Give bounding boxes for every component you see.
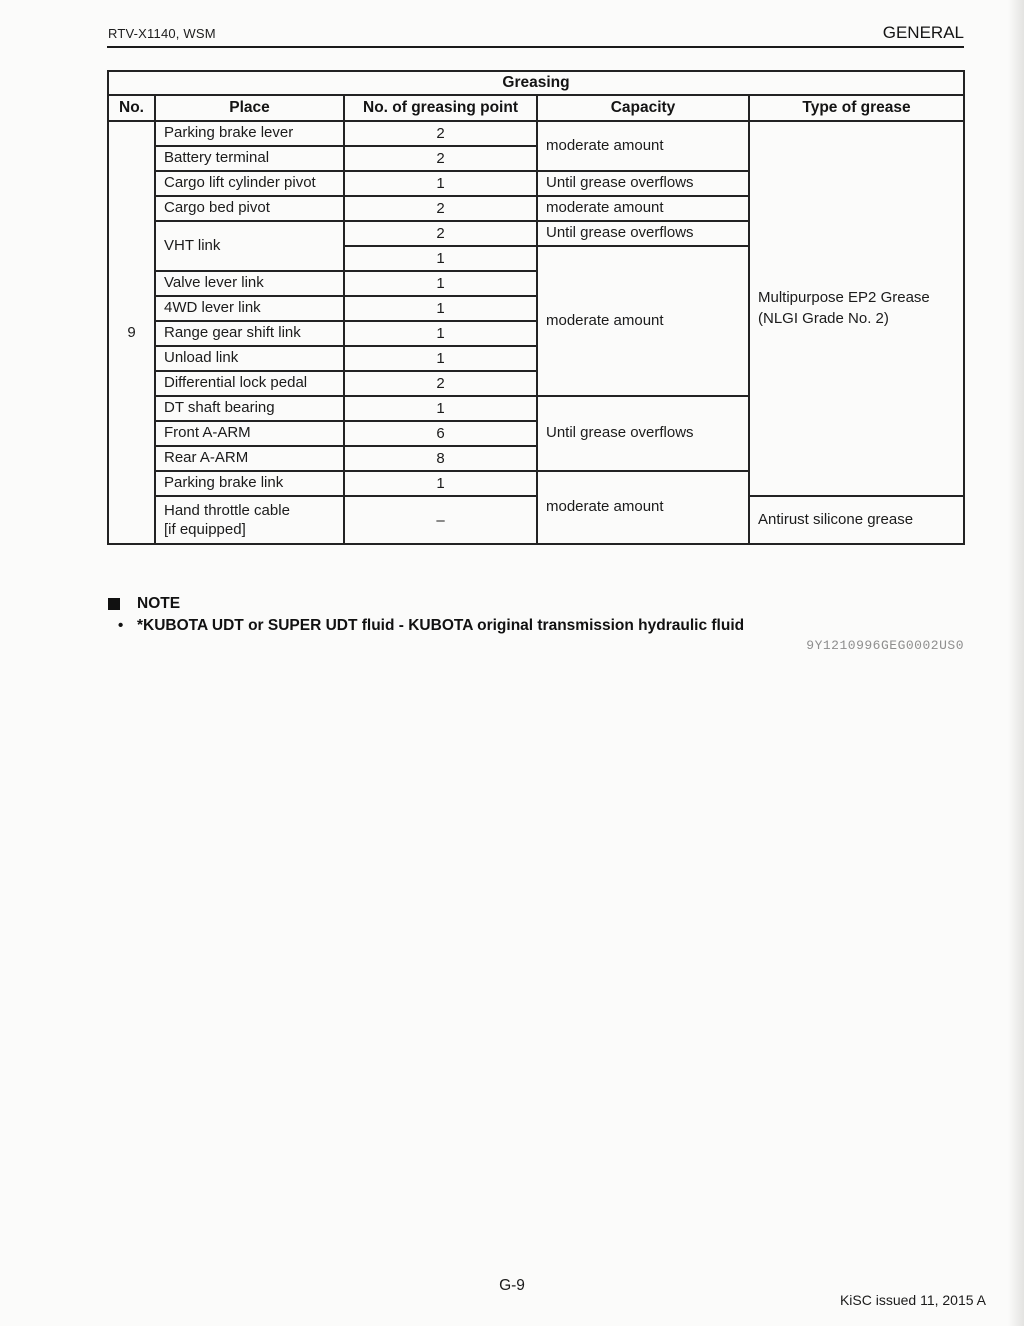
note-heading — [108, 595, 964, 613]
cell-points: 6 — [344, 421, 537, 446]
doc-model-label: RTV-X1140, WSM — [108, 26, 216, 41]
bullet-icon — [108, 617, 137, 635]
cell-place — [155, 496, 344, 544]
cell-place: Battery terminal — [155, 146, 344, 171]
cell-points: 2 — [344, 146, 537, 171]
cell-place: Cargo lift cylinder pivot — [155, 171, 344, 196]
page-number: G-9 — [499, 1277, 525, 1294]
place-line: [if equipped] — [164, 521, 246, 538]
col-header-grease-type: Type of grease — [749, 95, 964, 121]
cell-capacity: Until grease overflows — [537, 171, 749, 196]
issue-label: KiSC issued 11, 2015 A — [839, 1292, 986, 1308]
cell-place: Front A-ARM — [155, 421, 344, 446]
cell-points: 8 — [344, 446, 537, 471]
cell-points: 2 — [344, 221, 537, 246]
col-header-points: No. of greasing point — [344, 95, 537, 121]
header-rule — [107, 46, 964, 48]
cell-points: 1 — [344, 471, 537, 496]
note-item — [108, 617, 964, 635]
table-header-row — [108, 95, 964, 121]
section-title: GENERAL — [882, 23, 964, 42]
note-square-icon — [108, 598, 120, 610]
cell-capacity: moderate amount — [537, 196, 749, 221]
note-section — [108, 595, 964, 653]
cell-points: 1 — [344, 346, 537, 371]
cell-capacity: moderate amount — [537, 246, 749, 396]
cell-place: Unload link — [155, 346, 344, 371]
cell-place: 4WD lever link — [155, 296, 344, 321]
col-header-capacity: Capacity — [537, 95, 749, 121]
cell-no-group: 9 — [108, 121, 155, 544]
cell-capacity: Until grease overflows — [537, 396, 749, 471]
cell-points: 1 — [344, 396, 537, 421]
col-header-no: No. — [108, 95, 155, 121]
cell-points: 1 — [344, 321, 537, 346]
cell-points: 1 — [344, 296, 537, 321]
note-item-text: *KUBOTA UDT or SUPER UDT fluid - KUBOTA original transmission hydraulic fluid — [137, 617, 745, 634]
col-header-place: Place — [155, 95, 344, 121]
cell-capacity: moderate amount — [537, 471, 749, 544]
cell-place: VHT link — [155, 221, 344, 271]
table-title-row — [108, 71, 964, 95]
cell-points: 2 — [344, 371, 537, 396]
cell-place: Differential lock pedal — [155, 371, 344, 396]
cell-place: Valve lever link — [155, 271, 344, 296]
cell-grease-type: Multipurpose EP2 Grease (NLGI Grade No. 2) — [749, 121, 964, 496]
cell-points: 2 — [344, 196, 537, 221]
cell-capacity: Until grease overflows — [537, 221, 749, 246]
cell-grease-type: Antirust silicone grease — [749, 496, 964, 544]
note-heading-label: NOTE — [137, 595, 181, 612]
greasing-table-container — [107, 70, 965, 545]
cell-points: 1 — [344, 171, 537, 196]
cell-capacity: moderate amount — [537, 121, 749, 171]
cell-points: 1 — [344, 246, 537, 271]
greasing-table — [107, 70, 965, 545]
cell-place: Range gear shift link — [155, 321, 344, 346]
doc-code: 9Y1210996GEG0002US0 — [806, 638, 964, 653]
table-title: Greasing — [108, 71, 964, 95]
cell-place: Cargo bed pivot — [155, 196, 344, 221]
cell-place: Parking brake lever — [155, 121, 344, 146]
table-row — [108, 496, 964, 544]
page-edge-shadow — [1008, 0, 1024, 1326]
table-row — [108, 121, 964, 146]
cell-points: 1 — [344, 271, 537, 296]
cell-place: Parking brake link — [155, 471, 344, 496]
cell-place: Rear A-ARM — [155, 446, 344, 471]
running-header — [108, 23, 964, 43]
cell-points: – — [344, 496, 537, 544]
place-line: Hand throttle cable — [164, 501, 290, 519]
cell-place: DT shaft bearing — [155, 396, 344, 421]
cell-points: 2 — [344, 121, 537, 146]
